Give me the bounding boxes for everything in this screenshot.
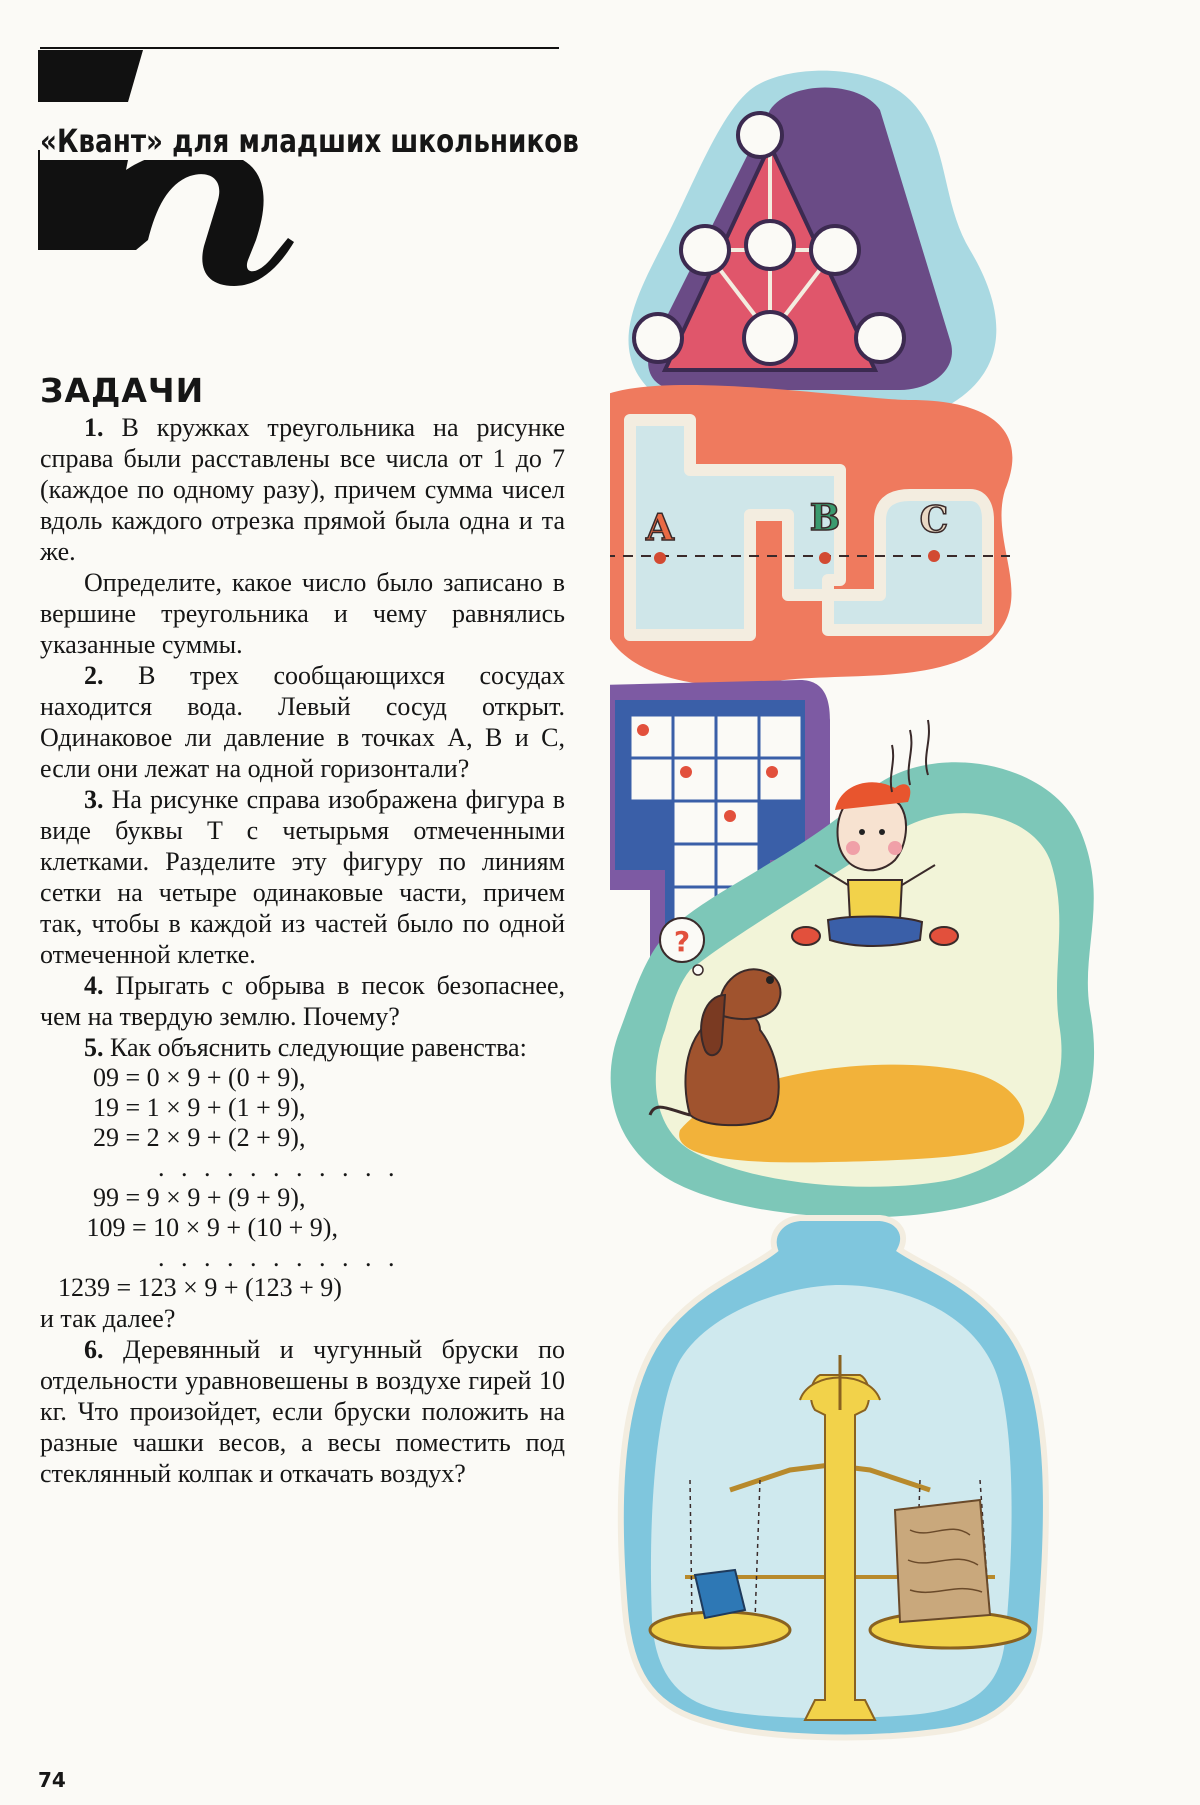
equation: 1239 = 123 × 9 + (123 + 9) (58, 1273, 342, 1302)
problems-column (40, 372, 565, 1489)
section-title: ЗАДАЧИ (40, 371, 205, 410)
page-number: 74 (38, 1768, 66, 1792)
illustration-column (610, 70, 1170, 1770)
vessel-label-a: A (646, 507, 674, 549)
equations-block (40, 1063, 565, 1303)
header-title: «Квант» для младших школьников (40, 122, 579, 160)
problem-3: 3. На рисунке справа изображена фигура в виде буквы T с четырьмя отмеченными клетками. Разделите эту фигуру по линиям сетки на четыре одинаковые части, причем так, чтобы в каждой из частей было по одной отмеченной клетке. (40, 785, 566, 969)
vessel-label-b: B (809, 497, 841, 539)
ellipsis-row: . . . . . . . . . . . (158, 1243, 400, 1272)
equation: 99 = 9 × 9 + (9 + 9), (80, 1183, 306, 1212)
vessel-label-c: C (919, 499, 949, 541)
problem-4: 4. Прыгать с обрыва в песок безопаснее, чем на твердую землю. Почему? (40, 971, 565, 1031)
header-rule (40, 47, 559, 49)
triangle-puzzle-illustration (629, 71, 997, 432)
equation: 19 = 1 × 9 + (1 + 9), (80, 1093, 306, 1122)
bell-jar-scales-illustration (621, 1218, 1046, 1737)
svg-text:?: ? (673, 925, 691, 958)
problem-6: 6. Деревянный и чугунный бруски по отдельности уравновешены в воздухе гирей 10 кг. Что произойдет, если бруски положить на разные чашки весов, а весы поместить под стеклянный колпак и откачать воздух? (40, 1335, 565, 1488)
ellipsis-row: . . . . . . . . . . . (158, 1153, 400, 1182)
equation: 109 = 10 × 9 + (10 + 9), (80, 1213, 338, 1242)
problem-5: 5. Как объяснить следующие равенства: (84, 1033, 527, 1062)
problem-2: 2. В трех сообщающихся сосудах находится вода. Левый сосуд открыт. Одинаковое ли давление в точках A, B и C, если они лежат на одной горизонтали? (40, 661, 566, 783)
equation: 29 = 2 × 9 + (2 + 9), (80, 1123, 306, 1152)
communicating-vessels-illustration (610, 385, 1012, 685)
problem-1: 1. В кружках треугольника на рисунке справа были расставлены все числа от 1 до 7 (каждое по одному разу), причем сумма чисел вдоль каждого отрезка прямой была одна и та же. (40, 413, 566, 566)
problem-5-tail: и так далее? (40, 1304, 176, 1333)
problem-1-question: Определите, какое число было записано в вершине треугольника и чему равнялись указанные суммы. (40, 568, 565, 659)
equation: 09 = 0 × 9 + (0 + 9), (80, 1063, 306, 1092)
kvant-k-logo (38, 50, 338, 290)
